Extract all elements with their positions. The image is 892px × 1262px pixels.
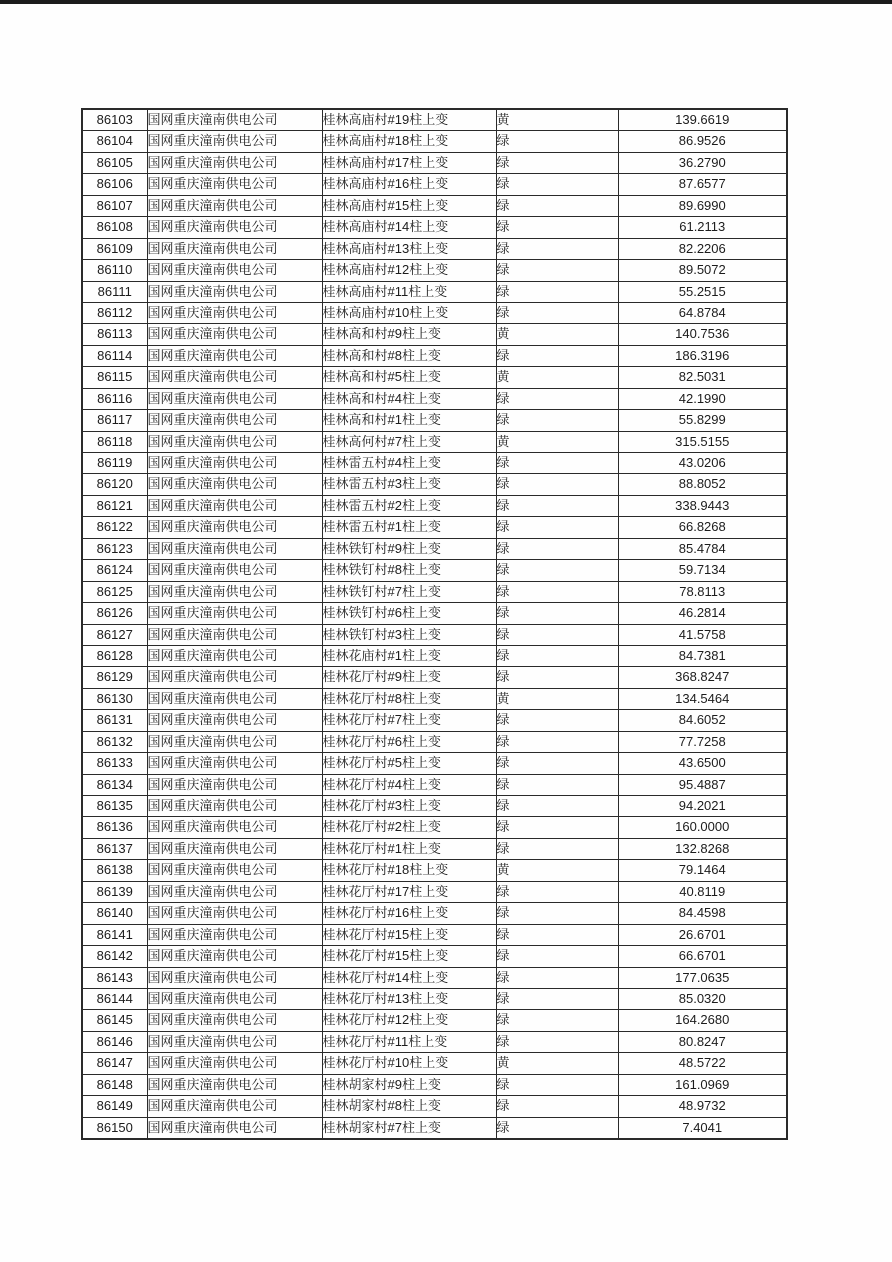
row-id-cell: 86120 [82, 474, 147, 495]
company-cell: 国网重庆潼南供电公司 [147, 1074, 322, 1095]
company-cell: 国网重庆潼南供电公司 [147, 517, 322, 538]
company-cell: 国网重庆潼南供电公司 [147, 1010, 322, 1031]
company-cell: 国网重庆潼南供电公司 [147, 817, 322, 838]
company-cell: 国网重庆潼南供电公司 [147, 710, 322, 731]
device-cell: 桂林高庙村#17柱上变 [322, 152, 496, 173]
device-cell: 桂林花厅村#15柱上变 [322, 924, 496, 945]
device-cell: 桂林花厅村#2柱上变 [322, 817, 496, 838]
value-cell: 82.2206 [618, 238, 787, 259]
company-cell: 国网重庆潼南供电公司 [147, 538, 322, 559]
device-cell: 桂林花庙村#1柱上变 [322, 645, 496, 666]
status-cell: 绿 [496, 302, 618, 323]
table-row [82, 302, 787, 323]
row-id-cell: 86114 [82, 345, 147, 366]
company-cell: 国网重庆潼南供电公司 [147, 560, 322, 581]
value-cell: 94.2021 [618, 796, 787, 817]
status-cell: 绿 [496, 838, 618, 859]
company-cell: 国网重庆潼南供电公司 [147, 195, 322, 216]
table-row [82, 1053, 787, 1074]
row-id-cell: 86149 [82, 1096, 147, 1117]
table-row [82, 903, 787, 924]
status-cell: 绿 [496, 1117, 618, 1139]
status-cell: 绿 [496, 410, 618, 431]
transformer-data-table [81, 108, 788, 1140]
table-row [82, 645, 787, 666]
value-cell: 89.6990 [618, 195, 787, 216]
table-row [82, 881, 787, 902]
status-cell: 绿 [496, 624, 618, 645]
status-cell: 黄 [496, 431, 618, 452]
company-cell: 国网重庆潼南供电公司 [147, 1096, 322, 1117]
company-cell: 国网重庆潼南供电公司 [147, 731, 322, 752]
table-row [82, 817, 787, 838]
status-cell: 绿 [496, 152, 618, 173]
table-row [82, 1010, 787, 1031]
company-cell: 国网重庆潼南供电公司 [147, 1031, 322, 1052]
table-row [82, 560, 787, 581]
row-id-cell: 86133 [82, 753, 147, 774]
row-id-cell: 86137 [82, 838, 147, 859]
company-cell: 国网重庆潼南供电公司 [147, 131, 322, 152]
table-row [82, 946, 787, 967]
device-cell: 桂林花厅村#15柱上变 [322, 946, 496, 967]
value-cell: 164.2680 [618, 1010, 787, 1031]
status-cell: 绿 [496, 238, 618, 259]
company-cell: 国网重庆潼南供电公司 [147, 903, 322, 924]
row-id-cell: 86140 [82, 903, 147, 924]
table-row [82, 924, 787, 945]
row-id-cell: 86145 [82, 1010, 147, 1031]
company-cell: 国网重庆潼南供电公司 [147, 474, 322, 495]
value-cell: 95.4887 [618, 774, 787, 795]
status-cell: 绿 [496, 967, 618, 988]
table-row [82, 1117, 787, 1139]
device-cell: 桂林高庙村#18柱上变 [322, 131, 496, 152]
value-cell: 87.6577 [618, 174, 787, 195]
device-cell: 桂林铁钉村#3柱上变 [322, 624, 496, 645]
value-cell: 82.5031 [618, 367, 787, 388]
device-cell: 桂林铁钉村#6柱上变 [322, 603, 496, 624]
value-cell: 77.7258 [618, 731, 787, 752]
row-id-cell: 86103 [82, 109, 147, 131]
company-cell: 国网重庆潼南供电公司 [147, 796, 322, 817]
status-cell: 绿 [496, 710, 618, 731]
company-cell: 国网重庆潼南供电公司 [147, 345, 322, 366]
value-cell: 36.2790 [618, 152, 787, 173]
company-cell: 国网重庆潼南供电公司 [147, 988, 322, 1009]
value-cell: 161.0969 [618, 1074, 787, 1095]
status-cell: 绿 [496, 731, 618, 752]
row-id-cell: 86109 [82, 238, 147, 259]
status-cell: 绿 [496, 474, 618, 495]
device-cell: 桂林高庙村#19柱上变 [322, 109, 496, 131]
device-cell: 桂林花厅村#11柱上变 [322, 1031, 496, 1052]
device-cell: 桂林高和村#4柱上变 [322, 388, 496, 409]
row-id-cell: 86135 [82, 796, 147, 817]
table-row [82, 988, 787, 1009]
value-cell: 132.8268 [618, 838, 787, 859]
device-cell: 桂林高庙村#12柱上变 [322, 260, 496, 281]
row-id-cell: 86123 [82, 538, 147, 559]
row-id-cell: 86107 [82, 195, 147, 216]
value-cell: 88.8052 [618, 474, 787, 495]
value-cell: 368.8247 [618, 667, 787, 688]
table-row [82, 710, 787, 731]
value-cell: 80.8247 [618, 1031, 787, 1052]
company-cell: 国网重庆潼南供电公司 [147, 260, 322, 281]
status-cell: 绿 [496, 131, 618, 152]
table-row [82, 838, 787, 859]
table-row [82, 538, 787, 559]
company-cell: 国网重庆潼南供电公司 [147, 495, 322, 516]
status-cell: 绿 [496, 260, 618, 281]
table-row [82, 474, 787, 495]
status-cell: 绿 [496, 667, 618, 688]
device-cell: 桂林高和村#8柱上变 [322, 345, 496, 366]
table-row [82, 131, 787, 152]
company-cell: 国网重庆潼南供电公司 [147, 152, 322, 173]
company-cell: 国网重庆潼南供电公司 [147, 217, 322, 238]
row-id-cell: 86136 [82, 817, 147, 838]
table-row [82, 1074, 787, 1095]
row-id-cell: 86138 [82, 860, 147, 881]
row-id-cell: 86150 [82, 1117, 147, 1139]
window-top-edge [0, 0, 892, 4]
row-id-cell: 86111 [82, 281, 147, 302]
table-row [82, 217, 787, 238]
row-id-cell: 86146 [82, 1031, 147, 1052]
row-id-cell: 86113 [82, 324, 147, 345]
status-cell: 绿 [496, 538, 618, 559]
row-id-cell: 86108 [82, 217, 147, 238]
table-row [82, 453, 787, 474]
device-cell: 桂林高庙村#11柱上变 [322, 281, 496, 302]
table-row [82, 688, 787, 709]
status-cell: 绿 [496, 388, 618, 409]
status-cell: 绿 [496, 174, 618, 195]
value-cell: 61.2113 [618, 217, 787, 238]
value-cell: 40.8119 [618, 881, 787, 902]
company-cell: 国网重庆潼南供电公司 [147, 302, 322, 323]
value-cell: 48.9732 [618, 1096, 787, 1117]
row-id-cell: 86122 [82, 517, 147, 538]
company-cell: 国网重庆潼南供电公司 [147, 410, 322, 431]
status-cell: 黄 [496, 860, 618, 881]
status-cell: 绿 [496, 581, 618, 602]
device-cell: 桂林花厅村#16柱上变 [322, 903, 496, 924]
value-cell: 26.6701 [618, 924, 787, 945]
value-cell: 42.1990 [618, 388, 787, 409]
value-cell: 41.5758 [618, 624, 787, 645]
device-cell: 桂林铁钉村#7柱上变 [322, 581, 496, 602]
device-cell: 桂林高庙村#14柱上变 [322, 217, 496, 238]
status-cell: 绿 [496, 881, 618, 902]
value-cell: 79.1464 [618, 860, 787, 881]
status-cell: 绿 [496, 560, 618, 581]
table-row [82, 1096, 787, 1117]
device-cell: 桂林胡家村#7柱上变 [322, 1117, 496, 1139]
row-id-cell: 86115 [82, 367, 147, 388]
row-id-cell: 86116 [82, 388, 147, 409]
device-cell: 桂林高和村#5柱上变 [322, 367, 496, 388]
value-cell: 43.6500 [618, 753, 787, 774]
status-cell: 黄 [496, 324, 618, 345]
company-cell: 国网重庆潼南供电公司 [147, 624, 322, 645]
value-cell: 85.4784 [618, 538, 787, 559]
device-cell: 桂林花厅村#17柱上变 [322, 881, 496, 902]
company-cell: 国网重庆潼南供电公司 [147, 238, 322, 259]
device-cell: 桂林花厅村#5柱上变 [322, 753, 496, 774]
company-cell: 国网重庆潼南供电公司 [147, 324, 322, 345]
row-id-cell: 86142 [82, 946, 147, 967]
company-cell: 国网重庆潼南供电公司 [147, 109, 322, 131]
row-id-cell: 86147 [82, 1053, 147, 1074]
row-id-cell: 86148 [82, 1074, 147, 1095]
value-cell: 66.6701 [618, 946, 787, 967]
row-id-cell: 86117 [82, 410, 147, 431]
value-cell: 59.7134 [618, 560, 787, 581]
table-row [82, 731, 787, 752]
device-cell: 桂林高和村#1柱上变 [322, 410, 496, 431]
company-cell: 国网重庆潼南供电公司 [147, 581, 322, 602]
row-id-cell: 86134 [82, 774, 147, 795]
row-id-cell: 86104 [82, 131, 147, 152]
status-cell: 绿 [496, 517, 618, 538]
company-cell: 国网重庆潼南供电公司 [147, 281, 322, 302]
status-cell: 绿 [496, 1096, 618, 1117]
row-id-cell: 86105 [82, 152, 147, 173]
device-cell: 桂林花厅村#13柱上变 [322, 988, 496, 1009]
status-cell: 绿 [496, 1031, 618, 1052]
table-row [82, 796, 787, 817]
table-row [82, 195, 787, 216]
device-cell: 桂林雷五村#2柱上变 [322, 495, 496, 516]
value-cell: 315.5155 [618, 431, 787, 452]
device-cell: 桂林铁钉村#9柱上变 [322, 538, 496, 559]
status-cell: 黄 [496, 109, 618, 131]
table-row [82, 860, 787, 881]
status-cell: 绿 [496, 495, 618, 516]
device-cell: 桂林雷五村#4柱上变 [322, 453, 496, 474]
value-cell: 84.4598 [618, 903, 787, 924]
company-cell: 国网重庆潼南供电公司 [147, 1053, 322, 1074]
value-cell: 139.6619 [618, 109, 787, 131]
row-id-cell: 86118 [82, 431, 147, 452]
value-cell: 48.5722 [618, 1053, 787, 1074]
device-cell: 桂林花厅村#7柱上变 [322, 710, 496, 731]
company-cell: 国网重庆潼南供电公司 [147, 967, 322, 988]
company-cell: 国网重庆潼南供电公司 [147, 174, 322, 195]
status-cell: 绿 [496, 453, 618, 474]
row-id-cell: 86124 [82, 560, 147, 581]
row-id-cell: 86119 [82, 453, 147, 474]
row-id-cell: 86131 [82, 710, 147, 731]
device-cell: 桂林胡家村#9柱上变 [322, 1074, 496, 1095]
row-id-cell: 86130 [82, 688, 147, 709]
table-row [82, 152, 787, 173]
device-cell: 桂林花厅村#4柱上变 [322, 774, 496, 795]
company-cell: 国网重庆潼南供电公司 [147, 1117, 322, 1139]
table-row [82, 109, 787, 131]
company-cell: 国网重庆潼南供电公司 [147, 774, 322, 795]
device-cell: 桂林高和村#9柱上变 [322, 324, 496, 345]
company-cell: 国网重庆潼南供电公司 [147, 367, 322, 388]
value-cell: 177.0635 [618, 967, 787, 988]
value-cell: 7.4041 [618, 1117, 787, 1139]
company-cell: 国网重庆潼南供电公司 [147, 453, 322, 474]
status-cell: 绿 [496, 946, 618, 967]
row-id-cell: 86143 [82, 967, 147, 988]
device-cell: 桂林铁钉村#8柱上变 [322, 560, 496, 581]
status-cell: 绿 [496, 817, 618, 838]
table-row [82, 624, 787, 645]
table-row [82, 388, 787, 409]
status-cell: 绿 [496, 924, 618, 945]
company-cell: 国网重庆潼南供电公司 [147, 688, 322, 709]
row-id-cell: 86126 [82, 603, 147, 624]
value-cell: 46.2814 [618, 603, 787, 624]
device-cell: 桂林雷五村#3柱上变 [322, 474, 496, 495]
table-row [82, 238, 787, 259]
table-row [82, 753, 787, 774]
value-cell: 84.6052 [618, 710, 787, 731]
status-cell: 绿 [496, 645, 618, 666]
device-cell: 桂林高何村#7柱上变 [322, 431, 496, 452]
device-cell: 桂林高庙村#16柱上变 [322, 174, 496, 195]
table-row [82, 431, 787, 452]
value-cell: 84.7381 [618, 645, 787, 666]
device-cell: 桂林胡家村#8柱上变 [322, 1096, 496, 1117]
table-row [82, 367, 787, 388]
device-cell: 桂林花厅村#9柱上变 [322, 667, 496, 688]
device-cell: 桂林花厅村#12柱上变 [322, 1010, 496, 1031]
table-row [82, 774, 787, 795]
device-cell: 桂林花厅村#14柱上变 [322, 967, 496, 988]
value-cell: 66.8268 [618, 517, 787, 538]
status-cell: 绿 [496, 603, 618, 624]
table-body [82, 109, 787, 1139]
row-id-cell: 86132 [82, 731, 147, 752]
status-cell: 绿 [496, 1010, 618, 1031]
value-cell: 64.8784 [618, 302, 787, 323]
value-cell: 338.9443 [618, 495, 787, 516]
row-id-cell: 86106 [82, 174, 147, 195]
value-cell: 43.0206 [618, 453, 787, 474]
table-row [82, 281, 787, 302]
status-cell: 绿 [496, 796, 618, 817]
table-row [82, 495, 787, 516]
table-row [82, 324, 787, 345]
company-cell: 国网重庆潼南供电公司 [147, 753, 322, 774]
row-id-cell: 86127 [82, 624, 147, 645]
table-row [82, 667, 787, 688]
status-cell: 绿 [496, 195, 618, 216]
company-cell: 国网重庆潼南供电公司 [147, 431, 322, 452]
row-id-cell: 86110 [82, 260, 147, 281]
device-cell: 桂林高庙村#10柱上变 [322, 302, 496, 323]
value-cell: 55.2515 [618, 281, 787, 302]
value-cell: 140.7536 [618, 324, 787, 345]
row-id-cell: 86139 [82, 881, 147, 902]
status-cell: 绿 [496, 281, 618, 302]
device-cell: 桂林雷五村#1柱上变 [322, 517, 496, 538]
company-cell: 国网重庆潼南供电公司 [147, 946, 322, 967]
status-cell: 绿 [496, 903, 618, 924]
company-cell: 国网重庆潼南供电公司 [147, 388, 322, 409]
status-cell: 绿 [496, 988, 618, 1009]
value-cell: 55.8299 [618, 410, 787, 431]
table-row [82, 1031, 787, 1052]
device-cell: 桂林花厅村#6柱上变 [322, 731, 496, 752]
value-cell: 86.9526 [618, 131, 787, 152]
value-cell: 160.0000 [618, 817, 787, 838]
device-cell: 桂林花厅村#18柱上变 [322, 860, 496, 881]
status-cell: 绿 [496, 345, 618, 366]
value-cell: 89.5072 [618, 260, 787, 281]
device-cell: 桂林花厅村#10柱上变 [322, 1053, 496, 1074]
company-cell: 国网重庆潼南供电公司 [147, 667, 322, 688]
row-id-cell: 86129 [82, 667, 147, 688]
value-cell: 85.0320 [618, 988, 787, 1009]
status-cell: 绿 [496, 1074, 618, 1095]
row-id-cell: 86128 [82, 645, 147, 666]
row-id-cell: 86144 [82, 988, 147, 1009]
company-cell: 国网重庆潼南供电公司 [147, 645, 322, 666]
table-row [82, 345, 787, 366]
status-cell: 黄 [496, 367, 618, 388]
company-cell: 国网重庆潼南供电公司 [147, 603, 322, 624]
device-cell: 桂林高庙村#15柱上变 [322, 195, 496, 216]
company-cell: 国网重庆潼南供电公司 [147, 838, 322, 859]
row-id-cell: 86112 [82, 302, 147, 323]
company-cell: 国网重庆潼南供电公司 [147, 924, 322, 945]
table-row [82, 581, 787, 602]
status-cell: 绿 [496, 217, 618, 238]
device-cell: 桂林高庙村#13柱上变 [322, 238, 496, 259]
table-row [82, 517, 787, 538]
value-cell: 78.8113 [618, 581, 787, 602]
company-cell: 国网重庆潼南供电公司 [147, 860, 322, 881]
value-cell: 134.5464 [618, 688, 787, 709]
table-row [82, 603, 787, 624]
device-cell: 桂林花厅村#8柱上变 [322, 688, 496, 709]
company-cell: 国网重庆潼南供电公司 [147, 881, 322, 902]
device-cell: 桂林花厅村#3柱上变 [322, 796, 496, 817]
value-cell: 186.3196 [618, 345, 787, 366]
row-id-cell: 86141 [82, 924, 147, 945]
table-row [82, 260, 787, 281]
status-cell: 绿 [496, 753, 618, 774]
status-cell: 黄 [496, 688, 618, 709]
table-row [82, 410, 787, 431]
device-cell: 桂林花厅村#1柱上变 [322, 838, 496, 859]
table-row [82, 174, 787, 195]
table-row [82, 967, 787, 988]
row-id-cell: 86121 [82, 495, 147, 516]
row-id-cell: 86125 [82, 581, 147, 602]
status-cell: 绿 [496, 774, 618, 795]
status-cell: 黄 [496, 1053, 618, 1074]
